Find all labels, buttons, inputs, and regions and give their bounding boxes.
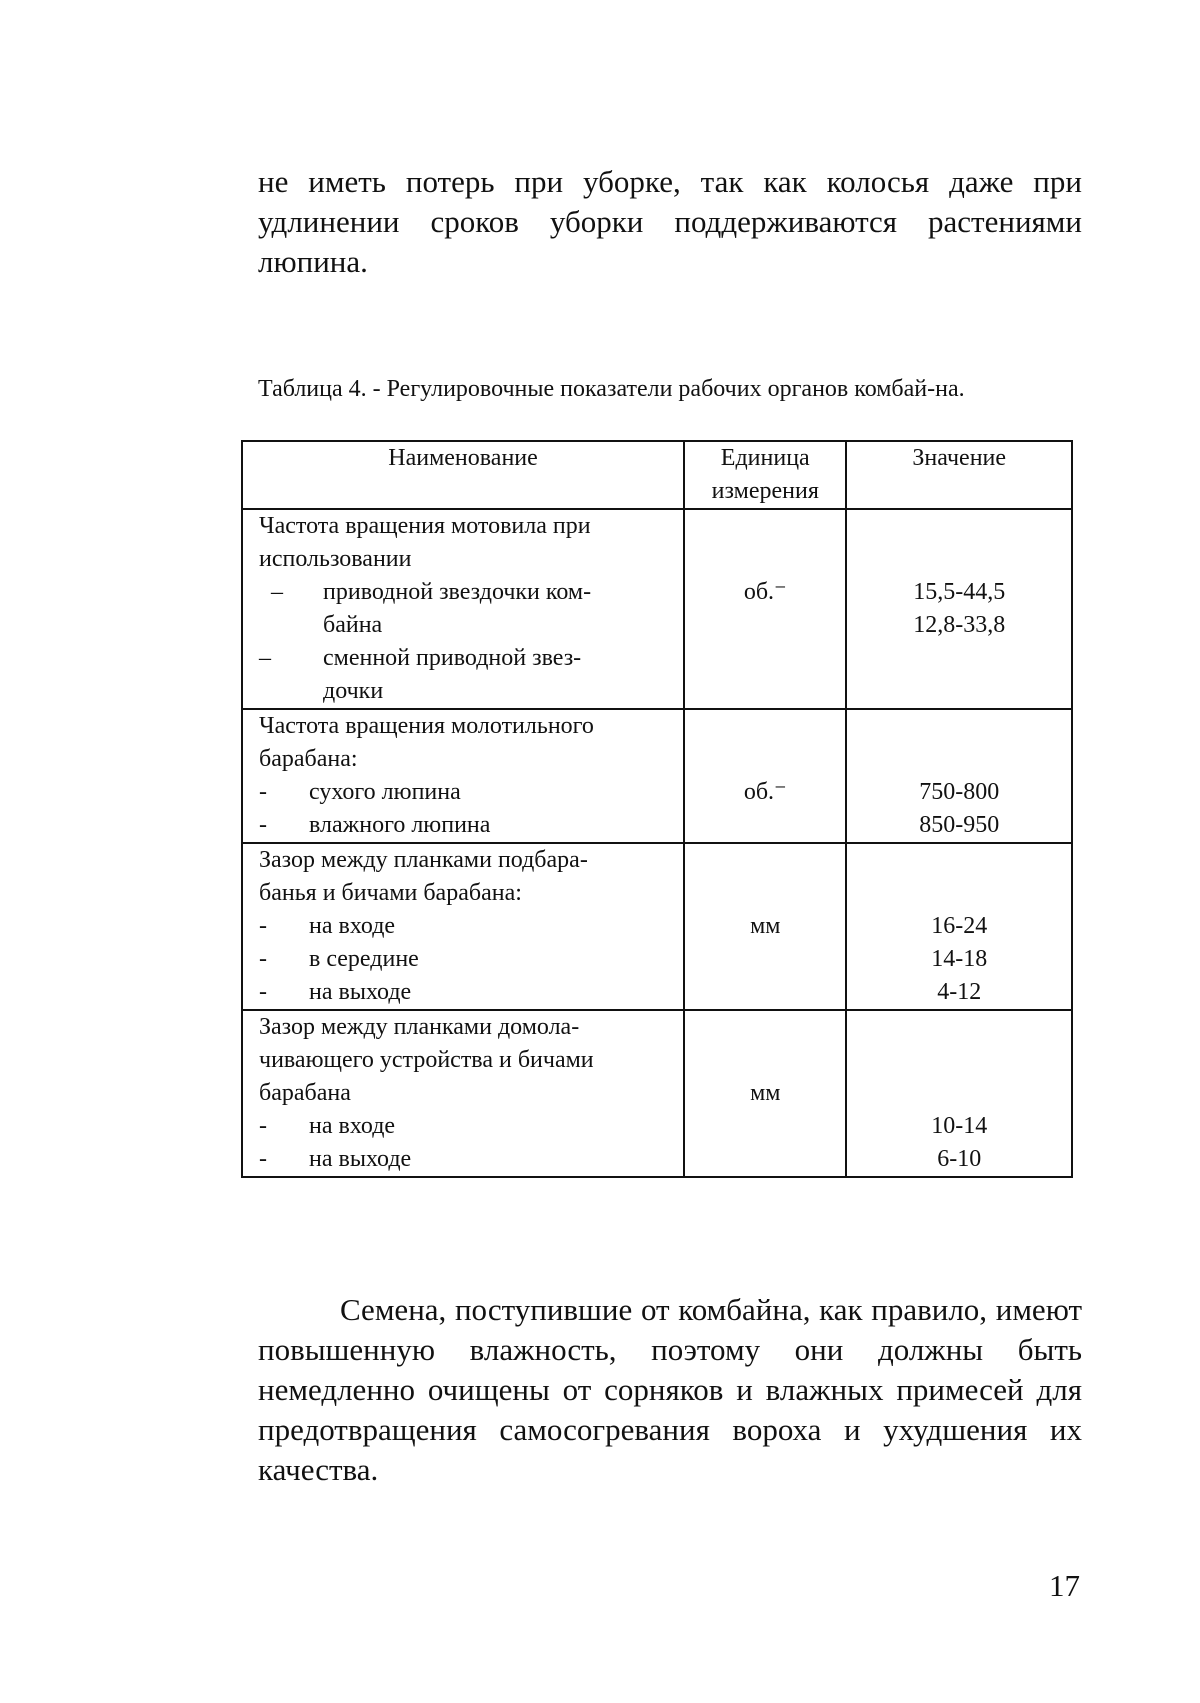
list-item <box>259 976 669 1009</box>
row-unit-cell <box>684 1010 846 1177</box>
row-value-cell <box>846 509 1072 709</box>
header-unit-line1: Единица <box>720 445 810 471</box>
row-unit: об.⁻ <box>743 779 787 805</box>
row-value: 4-12 <box>937 979 982 1005</box>
list-item <box>259 809 669 842</box>
row-heading: барабана: <box>259 746 358 772</box>
row-heading: чивающего устройства и бичами <box>259 1047 594 1073</box>
item-dash: - <box>259 979 267 1005</box>
item-dash: – <box>259 645 271 671</box>
table-row <box>242 709 1072 843</box>
table-row <box>242 843 1072 1010</box>
header-name: Наименование <box>242 441 684 509</box>
adjustment-table <box>241 440 1073 1178</box>
row-value: 16-24 <box>931 913 988 939</box>
row-unit: мм <box>750 913 781 939</box>
closing-paragraph: Семена, поступившие от комбайна, как правило, имеют повышенную влажность, поэтому они должны быть немедленно очищены от сорняков и влажных примесей для предотвращения самосогревания вороха и ухудшения их качества. <box>258 1292 1082 1487</box>
list-item <box>259 1110 669 1143</box>
list-item <box>259 910 669 943</box>
row-value: 750-800 <box>919 779 1000 805</box>
row-heading: банья и бичами барабана: <box>259 880 522 906</box>
row-unit-cell <box>684 709 846 843</box>
list-item <box>259 642 669 675</box>
item-text: на входе <box>309 913 396 939</box>
item-dash: - <box>259 1146 267 1172</box>
item-dash: - <box>259 779 267 805</box>
row-value-cell <box>846 709 1072 843</box>
item-text: в середине <box>309 946 419 972</box>
header-unit <box>684 441 846 509</box>
row-unit-cell <box>684 509 846 709</box>
item-dash: - <box>259 812 267 838</box>
item-text: сменной приводной звез- <box>323 645 582 671</box>
row-value: 12,8-33,8 <box>913 612 1006 638</box>
list-item <box>259 1143 669 1176</box>
row-heading: Частота вращения мотовила при <box>259 513 591 539</box>
item-text: на выходе <box>309 979 412 1005</box>
row-name-cell <box>242 843 684 1010</box>
row-heading: Зазор между планками домола- <box>259 1014 580 1040</box>
table-header-row <box>242 441 1072 509</box>
item-dash: - <box>259 1113 267 1139</box>
header-value: Значение <box>846 441 1072 509</box>
row-value: 15,5-44,5 <box>913 579 1006 605</box>
table-row <box>242 509 1072 709</box>
row-value: 10-14 <box>931 1113 988 1139</box>
list-item <box>259 576 669 609</box>
table-row <box>242 1010 1072 1177</box>
list-item <box>259 943 669 976</box>
row-value: 850-950 <box>919 812 1000 838</box>
row-value: 6-10 <box>937 1146 982 1172</box>
header-unit-line2: измерения <box>711 478 819 504</box>
page-number: 17 <box>1049 1568 1080 1603</box>
item-text-continuation: байна <box>323 612 383 638</box>
row-name-cell <box>242 1010 684 1177</box>
item-dash: - <box>259 946 267 972</box>
row-value-cell <box>846 843 1072 1010</box>
row-heading: использовании <box>259 546 412 572</box>
row-heading: Зазор между планками подбара- <box>259 847 588 873</box>
item-text: на выходе <box>309 1146 412 1172</box>
row-name-cell <box>242 509 684 709</box>
item-dash: – <box>271 579 283 605</box>
item-text: приводной звездочки ком- <box>323 579 592 605</box>
row-unit: мм <box>750 1080 781 1106</box>
intro-paragraph: не иметь потерь при уборке, так как колосья даже при удлинении сроков уборки поддерживаются растениями люпина. <box>258 164 1082 279</box>
table-caption: Таблица 4. - Регулировочные показатели рабочих органов комбай-на. <box>258 376 965 402</box>
list-item <box>259 776 669 809</box>
row-heading: барабана <box>259 1080 351 1106</box>
row-unit-cell <box>684 843 846 1010</box>
item-text: на входе <box>309 1113 396 1139</box>
item-text: влажного люпина <box>309 812 491 838</box>
row-heading: Частота вращения молотильного <box>259 713 594 739</box>
item-dash: - <box>259 913 267 939</box>
row-unit: об.⁻ <box>743 579 787 605</box>
item-text: сухого люпина <box>309 779 461 805</box>
row-value-cell <box>846 1010 1072 1177</box>
row-name-cell <box>242 709 684 843</box>
item-text-continuation: дочки <box>323 678 384 704</box>
row-value: 14-18 <box>931 946 988 972</box>
